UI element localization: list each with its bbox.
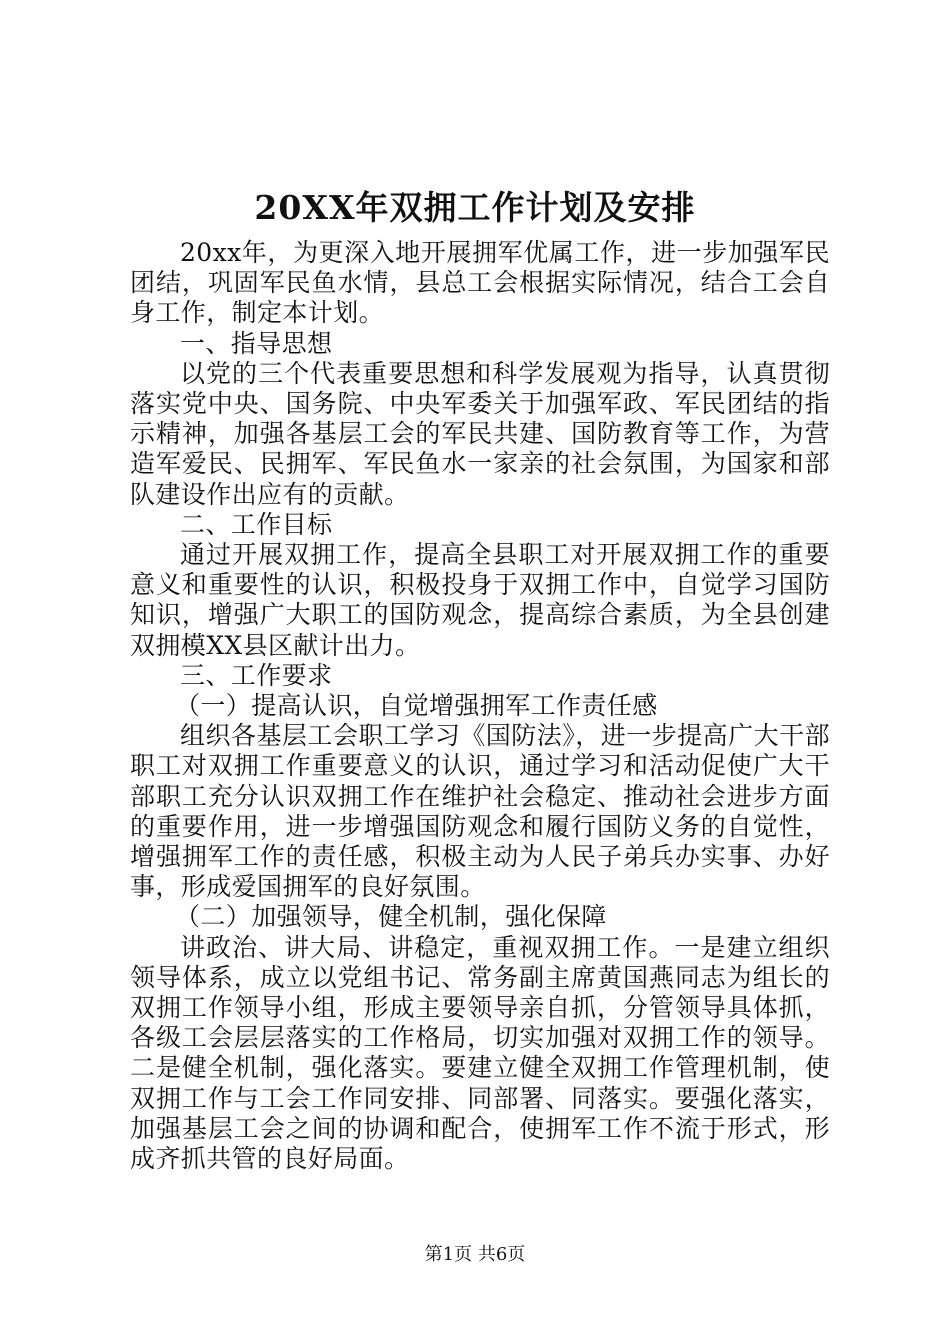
- subsection-heading-leadership: （二）加强领导，健全机制，强化保障: [175, 902, 607, 932]
- paragraph-awareness: 组织各基层工会职工学习《国防法》，进一步提高广大干部职工对双拥工作重要意义的认识，通过学习和活动促使广大干部职工充分认识双拥工作在维护社会稳定、推动社会进步方面的重要作用，进一步增强国防观念和履行国防义务的自觉性，增强拥军工作的责任感，积极主动为人民子弟兵办实事、办好事，形成爱国拥军的良好氛围。: [130, 721, 830, 902]
- document-body: [130, 238, 830, 1174]
- paragraph-work-goals: 通过开展双拥工作，提高全县职工对开展双拥工作的重要意义和重要性的认识，积极投身于双拥工作中，自觉学习国防知识，增强广大职工的国防观念，提高综合素质，为全县创建双拥模XX县区献计出力。: [130, 540, 830, 660]
- paragraph-intro: 20xx年，为更深入地开展拥军优属工作，进一步加强军民团结，巩固军民鱼水情，县总工会根据实际情况，结合工会自身工作，制定本计划。: [130, 238, 830, 328]
- subsection-heading-awareness: （一）提高认识，自觉增强拥军工作责任感: [175, 691, 658, 721]
- section-heading-guiding-ideology: 一、指导思想: [180, 328, 333, 358]
- document-title: 20XX年双拥工作计划及安排: [254, 188, 696, 227]
- section-heading-work-requirements: 三、工作要求: [180, 660, 333, 690]
- paragraph-leadership: 讲政治、讲大局、讲稳定，重视双拥工作。一是建立组织领导体系，成立以党组书记、常务副主席黄国燕同志为组长的双拥工作领导小组，形成主要领导亲自抓，分管领导具体抓，各级工会层层落实的工作格局，切实加强对双拥工作的领导。二是健全机制，强化落实。要建立健全双拥工作管理机制，使双拥工作与工会工作同安排、同部署、同落实。要强化落实，加强基层工会之间的协调和配合，使拥军工作不流于形式，形成齐抓共管的良好局面。: [130, 932, 830, 1174]
- section-heading-work-goals: 二、工作目标: [180, 509, 333, 539]
- page-number-footer: 第1页 共6页: [424, 1244, 526, 1265]
- paragraph-guiding-ideology: 以党的三个代表重要思想和科学发展观为指导，认真贯彻落实党中央、国务院、中央军委关于加强军政、军民团结的指示精神，加强各基层工会的军民共建、国防教育等工作，为营造军爱民、民拥军、军民鱼水一家亲的社会氛围，为国家和部队建设作出应有的贡献。: [130, 358, 830, 509]
